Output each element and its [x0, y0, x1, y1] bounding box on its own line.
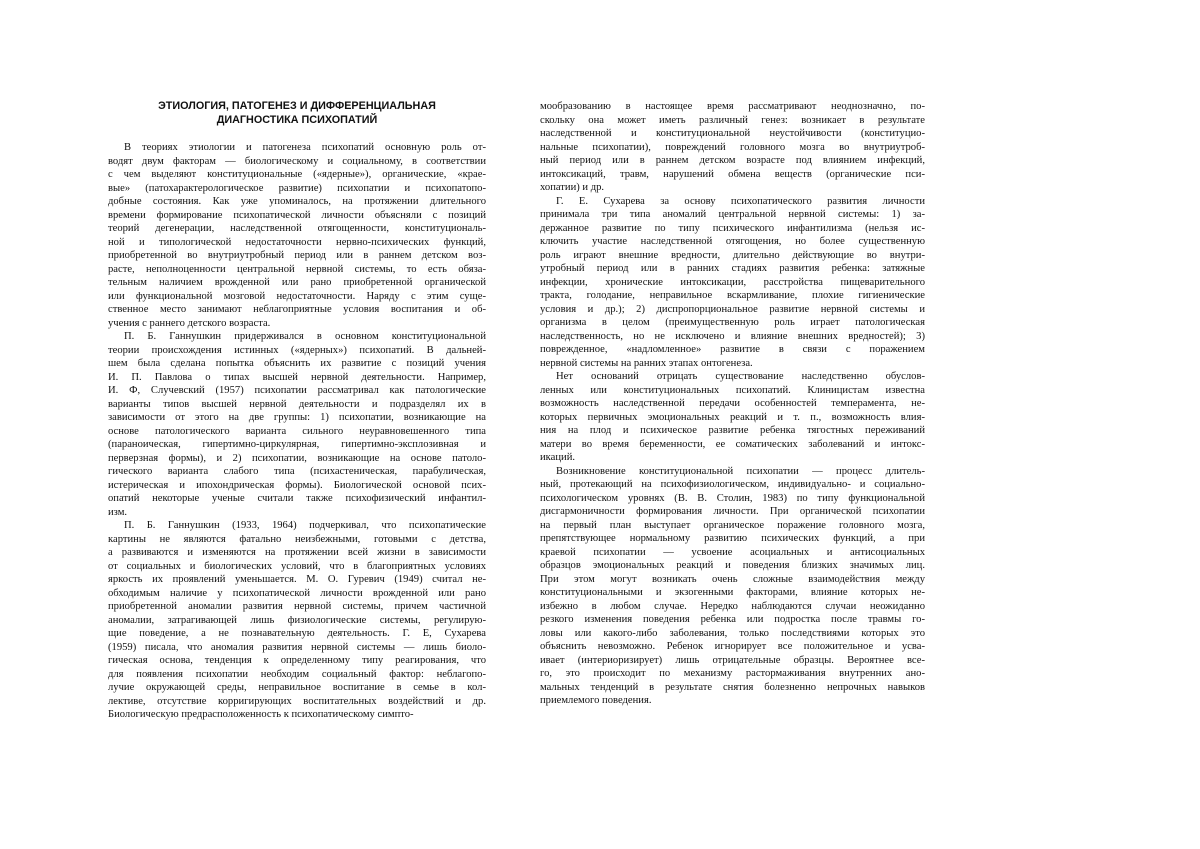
text-line: ный, протекающий на психофизиологическом, индивидуально- и социально-: [540, 479, 925, 490]
page-title: [108, 100, 486, 127]
text-line: тракта, голодание, неправильное вскармливание, плохие гигиенические: [540, 290, 925, 301]
paragraph: [108, 330, 486, 519]
text-line: основе патологического варианта сильного неуравновешенного типа: [108, 425, 486, 437]
text-line: избежно в любом случае. Нередко наблюдаются случаи неожиданно: [540, 600, 925, 612]
text-line: икаций.: [540, 452, 576, 463]
text-line: поврежденное, «надломленное» развитие в связи с поражением: [540, 344, 925, 355]
text-line: а развиваются и изменяются на протяжении всей жизни в зависимости: [108, 547, 486, 558]
text-line: зависимости от этого на две группы: 1) психопатии, возникающие на: [108, 412, 486, 423]
text-line: П. Б. Ганнушкин придерживался в основном конституциональной: [124, 331, 486, 342]
text-line: лучие окружающей среды, неправильное воспитание в семье в кол-: [108, 682, 486, 693]
left-column: [108, 100, 486, 722]
text-line: Г. Е. Сухарева за основу психопатического развития личности: [556, 195, 925, 207]
text-line: нальные психопатии), повреждений головного мозга во внутриутроб-: [540, 141, 925, 153]
text-line: яркость их проявлений уменьшается. М. О. Гуревич (1949) считал не-: [108, 574, 486, 585]
text-line: резкого изменения поведения ребенка или подростка после травмы го-: [540, 614, 925, 625]
text-line: обходимым наличие у психопатической личности врожденной или рано: [108, 587, 486, 599]
paragraph: [540, 465, 925, 708]
text-line: В теориях этиологии и патогенеза психопатий основную роль от-: [124, 142, 486, 153]
text-line: держанное развитие по типу психического инфантилизма (нельзя ис-: [540, 222, 925, 234]
text-line: лективе, отсутствие корригирующих воспитательных воздействий и др.: [108, 695, 486, 707]
text-line: И. Ф, Случевский (1957) психопатии рассматривал как патологические: [108, 385, 486, 396]
text-line: ной и типологической недостаточности нервно-психических функций,: [108, 236, 486, 248]
text-line: приобретенной во внутриутробный период или в раннем детском воз-: [108, 250, 486, 261]
text-line: изм.: [108, 506, 128, 518]
text-line: го, это происходит по механизму растормаживания внутренних ано-: [540, 668, 925, 679]
text-line: матери во время беременности, ее соматических заболеваний и интокс-: [540, 438, 925, 450]
text-line: Биологическую предрасположенность к психопатическому симпто-: [108, 709, 414, 720]
text-line: времени формирование психопатической личности объясняли с позиций: [108, 209, 486, 221]
text-line: скольку она может иметь различный генез: возникает в результате: [540, 114, 925, 126]
text-line: приемлемого поведения.: [540, 695, 652, 706]
paragraph: [540, 100, 925, 195]
text-line: от социальных и биологических условий, что в благоприятных условиях: [108, 560, 486, 572]
right-column: [540, 100, 925, 708]
text-line: мальных тенденций в результате снятия болезненно непрочных навыков: [540, 681, 925, 693]
text-line: При этом могут возникать очень сложные взаимодействия между: [540, 573, 925, 585]
text-line: учения с раннего детского возраста.: [108, 317, 271, 329]
text-line: опатий некоторые ученые считали также психофизический инфантил-: [108, 493, 486, 504]
paragraph: [540, 370, 925, 465]
text-line: (параноическая, гипертимно-циркулярная, гипертимно-эксплозивная и: [108, 439, 486, 450]
text-line: принимала три типа аномалий центральной нервной системы: 1) за-: [540, 209, 925, 220]
text-line: ловы или какого-либо заболевания, только последствиями которых это: [540, 627, 925, 639]
text-line: варианты типов высшей нервной деятельности и подразделял их в: [108, 398, 486, 410]
text-line: расте, неполноценности центральной нервной системы, то есть обяза-: [108, 263, 486, 275]
text-line: вые» (патохарактерологическое развитие) психопатии и психопатопо-: [108, 182, 486, 194]
left-column-body: [108, 141, 486, 722]
text-line: препятствующее нормальному развитию психических функций, а при: [540, 533, 925, 544]
text-line: наследственность, но не исключено и влияние внешних вредностей); 3): [540, 330, 925, 342]
text-line: теорий дегенерации, наследственной отягощенности, конституциональ-: [108, 223, 486, 234]
text-line: аномалии, затрагивающей лишь физиологические системы, регулирую-: [108, 614, 486, 626]
title-line: ДИАГНОСТИКА ПСИХОПАТИЙ: [216, 113, 378, 126]
text-line: хопатии) и др.: [540, 182, 605, 193]
text-line: (1959) писала, что аномалия развития нервной системы — лишь биоло-: [108, 641, 486, 653]
text-line: с чем выделяют конституциональные («ядерные»), органические, «крае-: [108, 169, 486, 180]
text-line: дисгармоничности формирования личности. При органической психопатии: [540, 506, 925, 517]
text-line: приобретенной аномалии развития нервной системы, причем частичной: [108, 601, 486, 612]
text-line: ключить участие наследственной отягощения, но более существенную: [540, 236, 925, 247]
text-line: нервной системы на ранних этапах онтогенеза.: [540, 357, 753, 369]
text-line: которых первичных эмоциональных реакций и т. п., возможность влия-: [540, 411, 925, 423]
text-line: Возникновение конституциональной психопатии — процесс длитель-: [556, 465, 925, 477]
paragraph: [108, 141, 486, 330]
text-line: Нет оснований отрицать существование наследственно обуслов-: [556, 371, 925, 382]
text-line: П. Б. Ганнушкин (1933, 1964) подчеркивал, что психопатические: [124, 520, 486, 531]
paragraph: [108, 519, 486, 722]
text-line: ленных или конституциональных психопатий. Клиницистам известна: [540, 384, 925, 396]
text-line: теории происхождения истинных («ядерных») психопатий. В дальней-: [108, 344, 486, 356]
text-line: гического варианта слабого типа (психастеническая, парабулическая,: [108, 466, 486, 477]
text-line: ивает (интериоризирует) лишь отрицательные образцы. Вероятнее все-: [540, 654, 925, 666]
text-line: ственное место занимают неблагоприятные условия воспитания и об-: [108, 304, 486, 315]
paragraph: [540, 195, 925, 371]
text-line: для появления психопатии необходим социальный фактор: неблагопо-: [108, 668, 486, 680]
text-line: щие поведение, а не познавательную деятельность. Г. Е, Сухарева: [108, 628, 486, 639]
text-line: шем была сделана попытка объяснить их развитие с позиций учения: [108, 358, 486, 369]
text-line: на первый план выступает органическое поражение головного мозга,: [540, 519, 925, 531]
text-line: добные состояния. Как уже упоминалось, на протяжении длительного: [108, 196, 486, 207]
text-line: образцов эмоциональных реакций и поведения близких значимых лиц.: [540, 560, 925, 571]
text-line: И. П. Павлова о типах высшей нервной деятельности. Например,: [108, 371, 486, 383]
title-line: ЭТИОЛОГИЯ, ПАТОГЕНЕЗ И ДИФФЕРЕНЦИАЛЬНАЯ: [158, 100, 436, 112]
text-line: гическая основа, тенденция к определенному типу реагирования, что: [108, 655, 486, 666]
text-line: или функциональной мозговой недостаточности. Наряду с этим суще-: [108, 290, 486, 302]
text-line: водят двум факторам — биологическому и социальному, в соответствии: [108, 155, 486, 167]
text-line: истерическая и ипохондрическая формы). Биологической основой псих-: [108, 479, 486, 491]
text-line: перверзная формы), и 2) психопатии, возникающие на основе патоло-: [108, 452, 486, 464]
text-line: ния на плод и психическое развитие ребенка тягостных переживаний: [540, 425, 925, 436]
text-line: возможность наследственной передачи особенностей темперамента, не-: [540, 398, 925, 409]
text-line: конституциональными и экзогенными факторами, влияние которых не-: [540, 587, 925, 598]
text-line: ный период или в раннем детском возрасте под влиянием инфекций,: [540, 155, 925, 166]
text-line: организма в целом (преимущественную роль играет патологическая: [540, 317, 925, 328]
text-line: объяснить невозможно. Ребенок игнорирует все положительное и усва-: [540, 641, 925, 652]
right-column-body: [540, 100, 925, 708]
text-line: условия и др.); 2) диспропорциональное развитие нервной системы и: [540, 303, 925, 315]
text-line: инфекции, хронические интоксикации, расстройства пищеварительного: [540, 276, 925, 288]
text-line: наследственной и конституциональной неустойчивости (конституцио-: [540, 128, 925, 139]
text-line: мообразованию в настоящее время рассматривают неоднозначно, по-: [540, 101, 925, 112]
text-line: картины не являются фатально неизбежными, готовыми с детства,: [108, 533, 486, 545]
text-line: роль играют внешние вредности, длительно действующие во внутри-: [540, 249, 925, 261]
text-line: краевой психопатии — усвоение асоциальных и антисоциальных: [540, 546, 925, 558]
text-line: тельным наличием врожденной или рано приобретенной органической: [108, 277, 486, 288]
text-line: психологическом уровнях (В. В. Столин, 1983) по типу функциональной: [540, 492, 925, 504]
text-line: утробный период или в ранних стадиях развития ребенка: затяжные: [540, 263, 925, 274]
text-line: интоксикаций, травм, нарушений обмена веществ (органические пси-: [540, 168, 925, 180]
